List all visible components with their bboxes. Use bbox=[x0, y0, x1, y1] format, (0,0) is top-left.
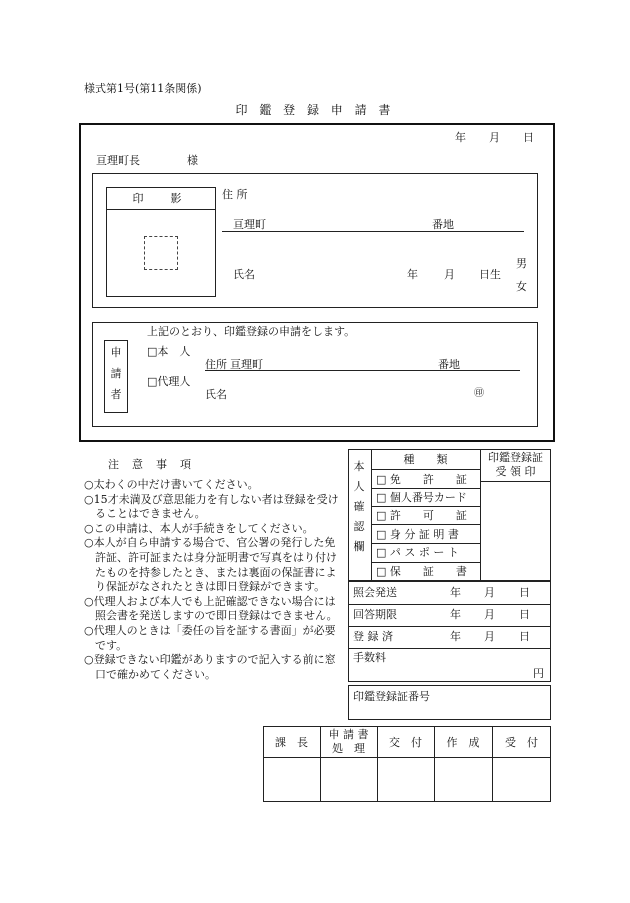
approval-processor-top: 申 請 書 bbox=[328, 728, 369, 741]
note-item: ○登録できない印鑑がありますので記入する前に窓口で確かめてください。 bbox=[84, 653, 336, 681]
fee-unit: 円 bbox=[533, 667, 544, 680]
applicant-proxy-checkbox[interactable]: □代理人 bbox=[147, 375, 191, 388]
approval-processor-bottom: 処 理 bbox=[332, 742, 365, 755]
status-registered-label: 登 録 済 bbox=[353, 630, 393, 643]
applicant-statement: 上記のとおり、印鑑登録の申請をします。 bbox=[147, 325, 356, 338]
id-license-checkbox[interactable]: □ 免 許 証 bbox=[376, 473, 467, 486]
applicant-address-label: 住所 bbox=[205, 358, 227, 371]
registrant-address-label: 住 所 bbox=[222, 188, 248, 201]
notes-heading: 注 意 事 項 bbox=[108, 458, 192, 471]
registrant-banchi: 番地 bbox=[432, 218, 454, 231]
approval-receive: 受 付 bbox=[505, 736, 538, 749]
note-item: ○この申請は、本人が手続きをしてください。 bbox=[84, 521, 314, 535]
approval-issue: 交 付 bbox=[389, 736, 422, 749]
registrant-town: 亘理町 bbox=[233, 218, 266, 231]
status-deadline-label: 回答期限 bbox=[353, 608, 397, 621]
applicant-label: 申 請 者 bbox=[110, 346, 122, 401]
approval-chief: 課 長 bbox=[275, 736, 308, 749]
id-idcard-checkbox[interactable]: □ 身 分 証 明 書 bbox=[376, 528, 459, 541]
note-item: ○代理人および本人でも上記確認できない場合には照会書を発送しますので即日登録はできません。 bbox=[84, 594, 338, 623]
note-item: ○15才未満及び意思能力を有しない者は登録を受けることはできません。 bbox=[84, 492, 339, 521]
id-passport-checkbox[interactable]: □ パ ス ポ ー ト bbox=[376, 546, 459, 559]
note-item: ○太わくの中だけ書いてください。 bbox=[84, 478, 259, 491]
applicant-name-label: 氏名 bbox=[205, 388, 227, 401]
note-item: ○代理人のときは「委任の旨を証する書面」が必要です。 bbox=[84, 623, 336, 652]
applicant-seal-mark: ㊞ bbox=[474, 388, 484, 399]
sex-male[interactable]: 男 bbox=[516, 257, 527, 270]
registrant-address-field[interactable] bbox=[222, 231, 524, 232]
addressee-sama: 様 bbox=[187, 154, 198, 167]
id-permit-checkbox[interactable]: □ 許 可 証 bbox=[376, 509, 467, 522]
date-year: 年 bbox=[455, 131, 466, 144]
status-inquiry-label: 照会発送 bbox=[353, 586, 397, 599]
cert-header-top: 印鑑登録証 bbox=[488, 451, 543, 464]
birth-month: 月 bbox=[444, 268, 455, 281]
type-header: 種 類 bbox=[403, 453, 448, 466]
applicant-banchi: 番地 bbox=[438, 358, 460, 371]
id-guarantee-checkbox[interactable]: □ 保 証 書 bbox=[376, 565, 467, 578]
notes-list bbox=[84, 478, 342, 682]
seal-placement-guide bbox=[144, 236, 178, 270]
sex-female[interactable]: 女 bbox=[516, 280, 527, 293]
addressee-mayor: 亘理町長 bbox=[96, 154, 140, 167]
cert-number-label: 印鑑登録証番号 bbox=[353, 690, 430, 703]
id-mynumber-checkbox[interactable]: □ 個人番号カード bbox=[376, 491, 467, 504]
applicant-town: 亘理町 bbox=[230, 358, 263, 371]
birth-year: 年 bbox=[407, 268, 418, 281]
date-month: 月 bbox=[489, 131, 500, 144]
fee-label: 手数料 bbox=[353, 651, 386, 664]
form-title: 印 鑑 登 録 申 請 書 bbox=[235, 103, 395, 117]
approval-create: 作 成 bbox=[446, 736, 480, 749]
confirmation-label: 本 人 確 認 欄 bbox=[353, 460, 365, 553]
cert-header-bottom: 受 領 印 bbox=[495, 465, 536, 478]
date-day: 日 bbox=[523, 131, 534, 144]
applicant-self-checkbox[interactable]: □本 人 bbox=[147, 345, 191, 358]
seal-label: 印 影 bbox=[132, 192, 190, 205]
form-number: 様式第1号(第11条関係) bbox=[84, 82, 202, 95]
birth-day: 日生 bbox=[479, 268, 501, 281]
note-item: ○本人が自ら申請する場合で、官公署の発行した免許証、許可証または身分証明書で写真をはり付けたものを持参したとき、または裏面の保証書により保証がなされたときは即日登録ができます。 bbox=[84, 536, 337, 594]
seal-header-divider bbox=[106, 209, 216, 210]
registrant-name-label: 氏名 bbox=[233, 268, 255, 281]
applicant-address-field[interactable] bbox=[205, 370, 520, 371]
